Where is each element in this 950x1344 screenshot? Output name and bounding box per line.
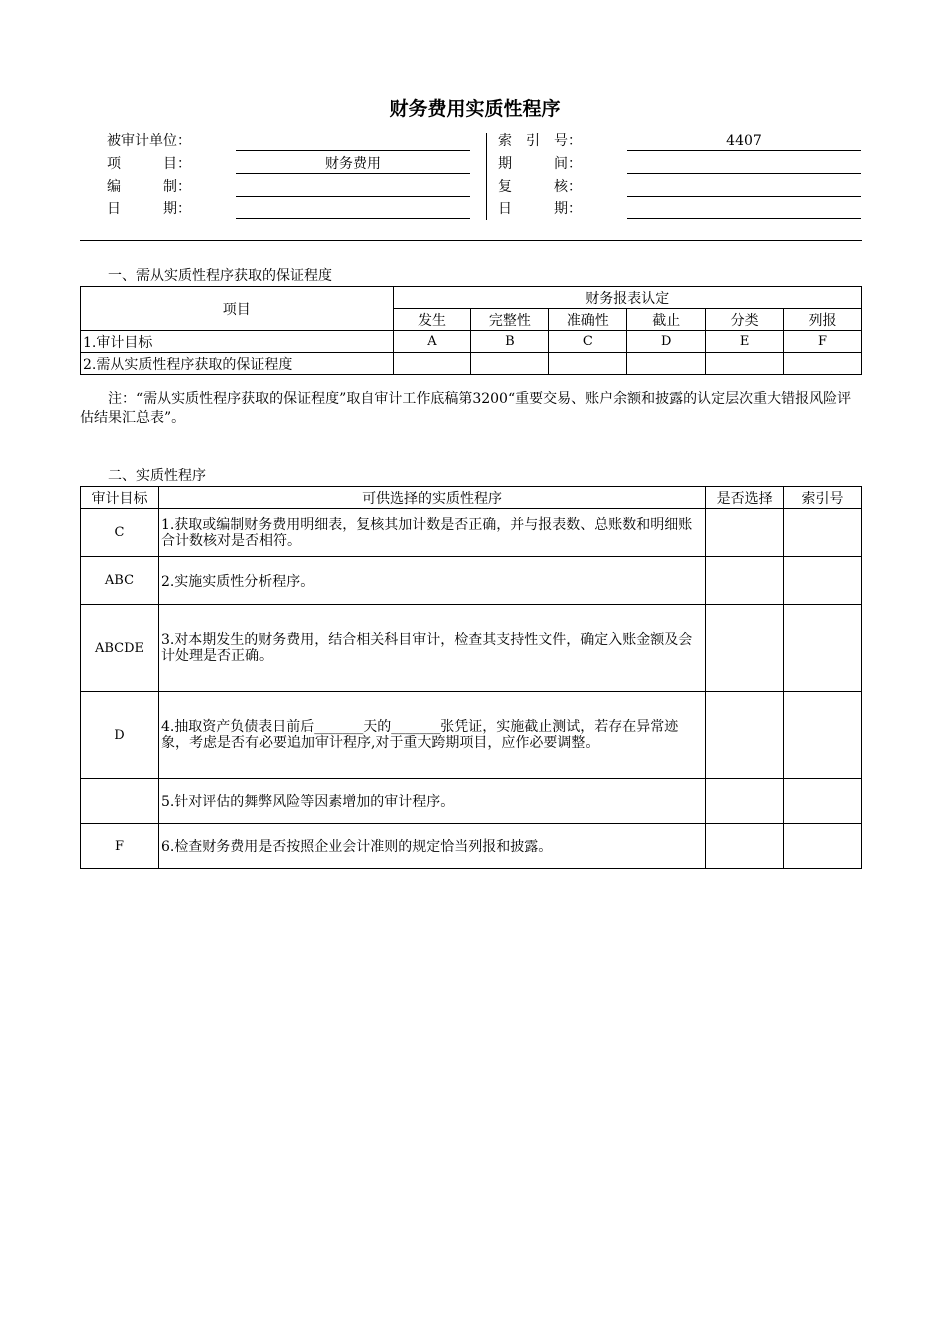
objective-cell: E	[706, 331, 784, 353]
selected-cell[interactable]	[706, 605, 784, 692]
item-label: 项 目：	[107, 156, 191, 172]
assertion-accuracy: 准确性	[549, 309, 627, 331]
selected-cell[interactable]	[706, 824, 784, 869]
col-item-header: 项目	[81, 287, 394, 331]
assertion-occurrence: 发生	[393, 309, 471, 331]
index-label: 索 引 号：	[498, 133, 582, 149]
objective-cell: C	[549, 331, 627, 353]
objective-cell: ABC	[81, 557, 159, 605]
assurance-cell[interactable]	[784, 353, 862, 375]
assurance-cell[interactable]	[549, 353, 627, 375]
index-cell[interactable]	[784, 824, 862, 869]
procedure-cell: 5.针对评估的舞弊风险等因素增加的审计程序。	[158, 779, 705, 824]
index-cell[interactable]	[784, 605, 862, 692]
objective-cell: D	[627, 331, 706, 353]
index-cell[interactable]	[784, 509, 862, 557]
objective-cell: D	[81, 692, 159, 779]
table-row	[81, 509, 862, 557]
entity-label: 被审计单位：	[107, 133, 191, 149]
objective-cell: F	[784, 331, 862, 353]
entity-field[interactable]	[236, 132, 470, 151]
procedure-cell: 6.检查财务费用是否按照企业会计准则的规定恰当列报和披露。	[158, 824, 705, 869]
assurance-cell[interactable]	[706, 353, 784, 375]
assertion-completeness: 完整性	[471, 309, 549, 331]
assertion-presentation: 列报	[784, 309, 862, 331]
date-field-right[interactable]	[627, 200, 861, 219]
index-cell[interactable]	[784, 779, 862, 824]
section1-heading: 一、需从实质性程序获取的保证程度	[108, 268, 332, 284]
assurance-cell[interactable]	[627, 353, 706, 375]
objective-cell: B	[471, 331, 549, 353]
period-label: 期 间：	[498, 156, 582, 172]
procedure-cell: 4.抽取资产负债表日前后_______天的_______张凭证，实施截止测试，若存在异常迹象，考虑是否有必要追加审计程序,对于重大跨期项目，应作必要调整。	[158, 692, 705, 779]
table-row	[81, 692, 862, 779]
procedure-cell: 3.对本期发生的财务费用，结合相关科目审计，检查其支持性文件，确定入账金额及会计处理是否正确。	[158, 605, 705, 692]
section1-note: 注：“需从实质性程序获取的保证程度”取自审计工作底稿第3200“重要交易、账户余额和披露的认定层次重大错报风险评估结果汇总表”。	[80, 391, 852, 426]
procedure-cell: 2.实施实质性分析程序。	[158, 557, 705, 605]
col-selected-header: 是否选择	[706, 487, 784, 509]
assurance-cell[interactable]	[393, 353, 471, 375]
row-assurance-label: 2.需从实质性程序获取的保证程度	[81, 353, 394, 375]
prepared-field[interactable]	[236, 178, 470, 197]
col-procedure-header: 可供选择的实质性程序	[158, 487, 705, 509]
objective-cell: A	[393, 331, 471, 353]
index-cell[interactable]	[784, 557, 862, 605]
date-field-left[interactable]	[236, 200, 470, 219]
period-field[interactable]	[627, 155, 861, 174]
index-field[interactable]: 4407	[627, 132, 861, 151]
selected-cell[interactable]	[706, 509, 784, 557]
col-index-header: 索引号	[784, 487, 862, 509]
procedures-table	[80, 486, 862, 869]
row-audit-objective-label: 1.审计目标	[81, 331, 394, 353]
assertion-cutoff: 截止	[627, 309, 706, 331]
selected-cell[interactable]	[706, 692, 784, 779]
page-title: 财务费用实质性程序	[389, 98, 561, 120]
col-objective-header: 审计目标	[81, 487, 159, 509]
section2-heading: 二、实质性程序	[108, 468, 206, 484]
objective-cell: C	[81, 509, 159, 557]
selected-cell[interactable]	[706, 779, 784, 824]
prepared-label: 编 制：	[107, 179, 191, 195]
table-row	[81, 557, 862, 605]
index-cell[interactable]	[784, 692, 862, 779]
procedure-cell: 1.获取或编制财务费用明细表，复核其加计数是否正确，并与报表数、总账数和明细账合计数核对是否相符。	[158, 509, 705, 557]
objective-cell: F	[81, 824, 159, 869]
assurance-cell[interactable]	[471, 353, 549, 375]
table-row	[81, 779, 862, 824]
review-label: 复 核：	[498, 179, 582, 195]
item-field[interactable]: 财务费用	[236, 155, 470, 174]
date-label-right: 日 期：	[498, 201, 582, 217]
header-separator	[80, 240, 862, 241]
date-label-left: 日 期：	[107, 201, 191, 217]
objective-cell	[81, 779, 159, 824]
review-field[interactable]	[627, 178, 861, 197]
assertion-classification: 分类	[706, 309, 784, 331]
selected-cell[interactable]	[706, 557, 784, 605]
table-row	[81, 605, 862, 692]
col-assertions-header: 财务报表认定	[393, 287, 861, 309]
header-divider	[486, 133, 487, 220]
table-row	[81, 824, 862, 869]
objective-cell: ABCDE	[81, 605, 159, 692]
assurance-table	[80, 286, 862, 375]
